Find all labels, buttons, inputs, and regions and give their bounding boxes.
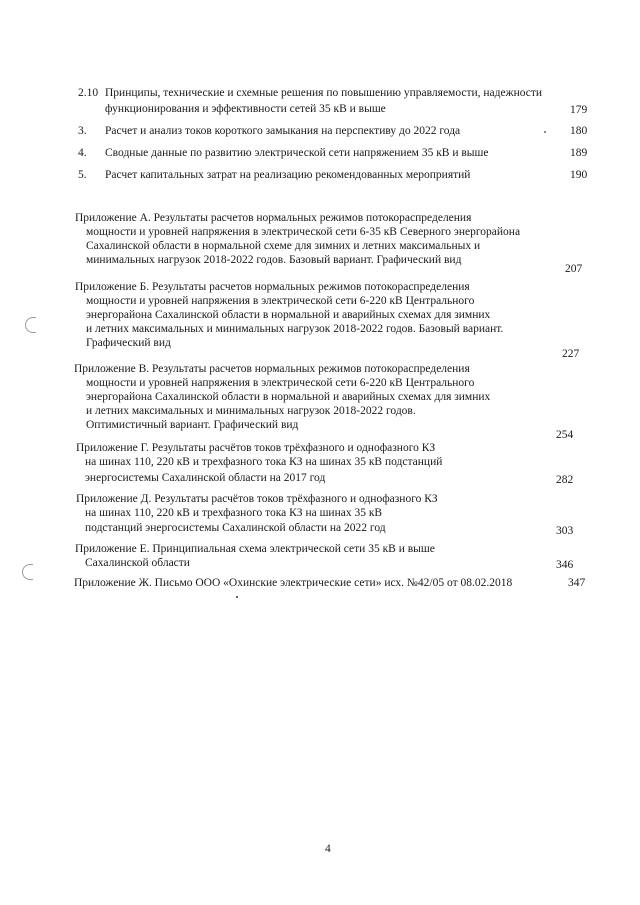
appendix-line: и летних максимальных и минимальных нагрузок 2018-2022 годов. [86, 405, 416, 417]
section-title [105, 86, 543, 116]
appendix-page: 346 [556, 559, 574, 571]
appendix-line: энергосистемы Сахалинской области на 2017 год [85, 472, 326, 484]
appendix-line: на шинах 110, 220 кВ и трехфазного тока КЗ на шинах 35 кВ [85, 507, 383, 519]
section-page: 179 [570, 104, 588, 116]
appendix-line: Приложение А. Результаты расчетов нормальных режимов потокораспределения [75, 212, 472, 224]
appendix-line: Сахалинской области [85, 557, 190, 569]
section-page: 189 [570, 147, 588, 159]
punch-hole-mark [25, 317, 36, 333]
appendix-line: энергорайона Сахалинской области в нормальной и аварийных схемах для зимних [86, 309, 491, 321]
section-number: 2.10 [78, 87, 99, 99]
appendix-line: Приложение Е. Принципиальная схема электрической сети 35 кВ и выше [75, 543, 435, 555]
appendix-page: 282 [556, 474, 574, 486]
section-title-line: Сводные данные по развитию электрической сети напряжением 35 кВ и выше [105, 147, 489, 159]
appendix-line: подстанций энергосистемы Сахалинской области на 2022 год [85, 522, 386, 534]
section-title-line: Принципы, технические и схемные решения по повышению управляемости, надежности [105, 87, 543, 99]
section-title-line: Расчет и анализ токов короткого замыкания на перспективу до 2022 года [105, 125, 461, 137]
appendix-line: Приложение Д. Результаты расчётов токов трёхфазного и однофазного КЗ [76, 493, 438, 505]
appendix-line: минимальных нагрузок 2018-2022 годов. Базовый вариант. Графический вид [86, 254, 462, 266]
section-page: 190 [570, 169, 588, 181]
appendix-line: мощности и уровней напряжения в электрической сети 6-220 кВ Центрального [86, 295, 475, 307]
section-number: 5. [78, 169, 87, 181]
appendix-page: 207 [565, 263, 583, 275]
punch-hole-mark [22, 564, 33, 580]
appendix-page: 347 [568, 577, 586, 589]
section-title [105, 168, 535, 182]
appendix-line: мощности и уровней напряжения в электрической сети 6-220 кВ Центрального [86, 377, 475, 389]
appendix-line: на шинах 110, 220 кВ и трехфазного тока КЗ на шинах 35 кВ подстанций [85, 456, 443, 468]
page-number: 4 [325, 843, 331, 855]
scan-speck [236, 596, 238, 598]
appendix-line: Приложение Б. Результаты расчетов нормальных режимов потокораспределения [75, 281, 470, 293]
appendix-line: и летних максимальных и минимальных нагрузок 2018-2022 годов. Базовый вариант. [86, 323, 504, 335]
appendix-line: Приложение В. Результаты расчетов нормальных режимов потокораспределения [74, 363, 470, 375]
appendix-line: Приложение Ж. Письмо ООО «Охинские электрические сети» исх. №42/05 от 08.02.2018 [74, 577, 513, 589]
appendix-line: Сахалинской области в нормальной схеме для зимних и летних максимальных и [86, 240, 481, 252]
appendix-page: 254 [556, 429, 574, 441]
appendix-line: энергорайона Сахалинской области в нормальной и аварийных схемах для зимних [86, 391, 491, 403]
appendix-line: Графический вид [86, 337, 171, 349]
section-number: 4. [78, 147, 87, 159]
appendix-line: Оптимистичный вариант. Графический вид [86, 419, 299, 431]
section-page: 180 [570, 125, 588, 137]
section-title [105, 146, 535, 160]
section-title [105, 124, 535, 138]
appendix-page: 303 [556, 525, 574, 537]
section-title-line: Расчет капитальных затрат на реализацию рекомендованных мероприятий [105, 169, 471, 181]
appendix-line: Приложение Г. Результаты расчётов токов трёхфазного и однофазного КЗ [76, 442, 436, 454]
appendix-line: мощности и уровней напряжения в электрической сети 6-35 кВ Северного энергорайона [86, 226, 521, 238]
section-number: 3. [78, 125, 87, 137]
appendix-page: 227 [562, 348, 580, 360]
section-title-line: функционирования и эффективности сетей 35 кВ и выше [105, 103, 386, 115]
scan-speck [544, 131, 546, 133]
